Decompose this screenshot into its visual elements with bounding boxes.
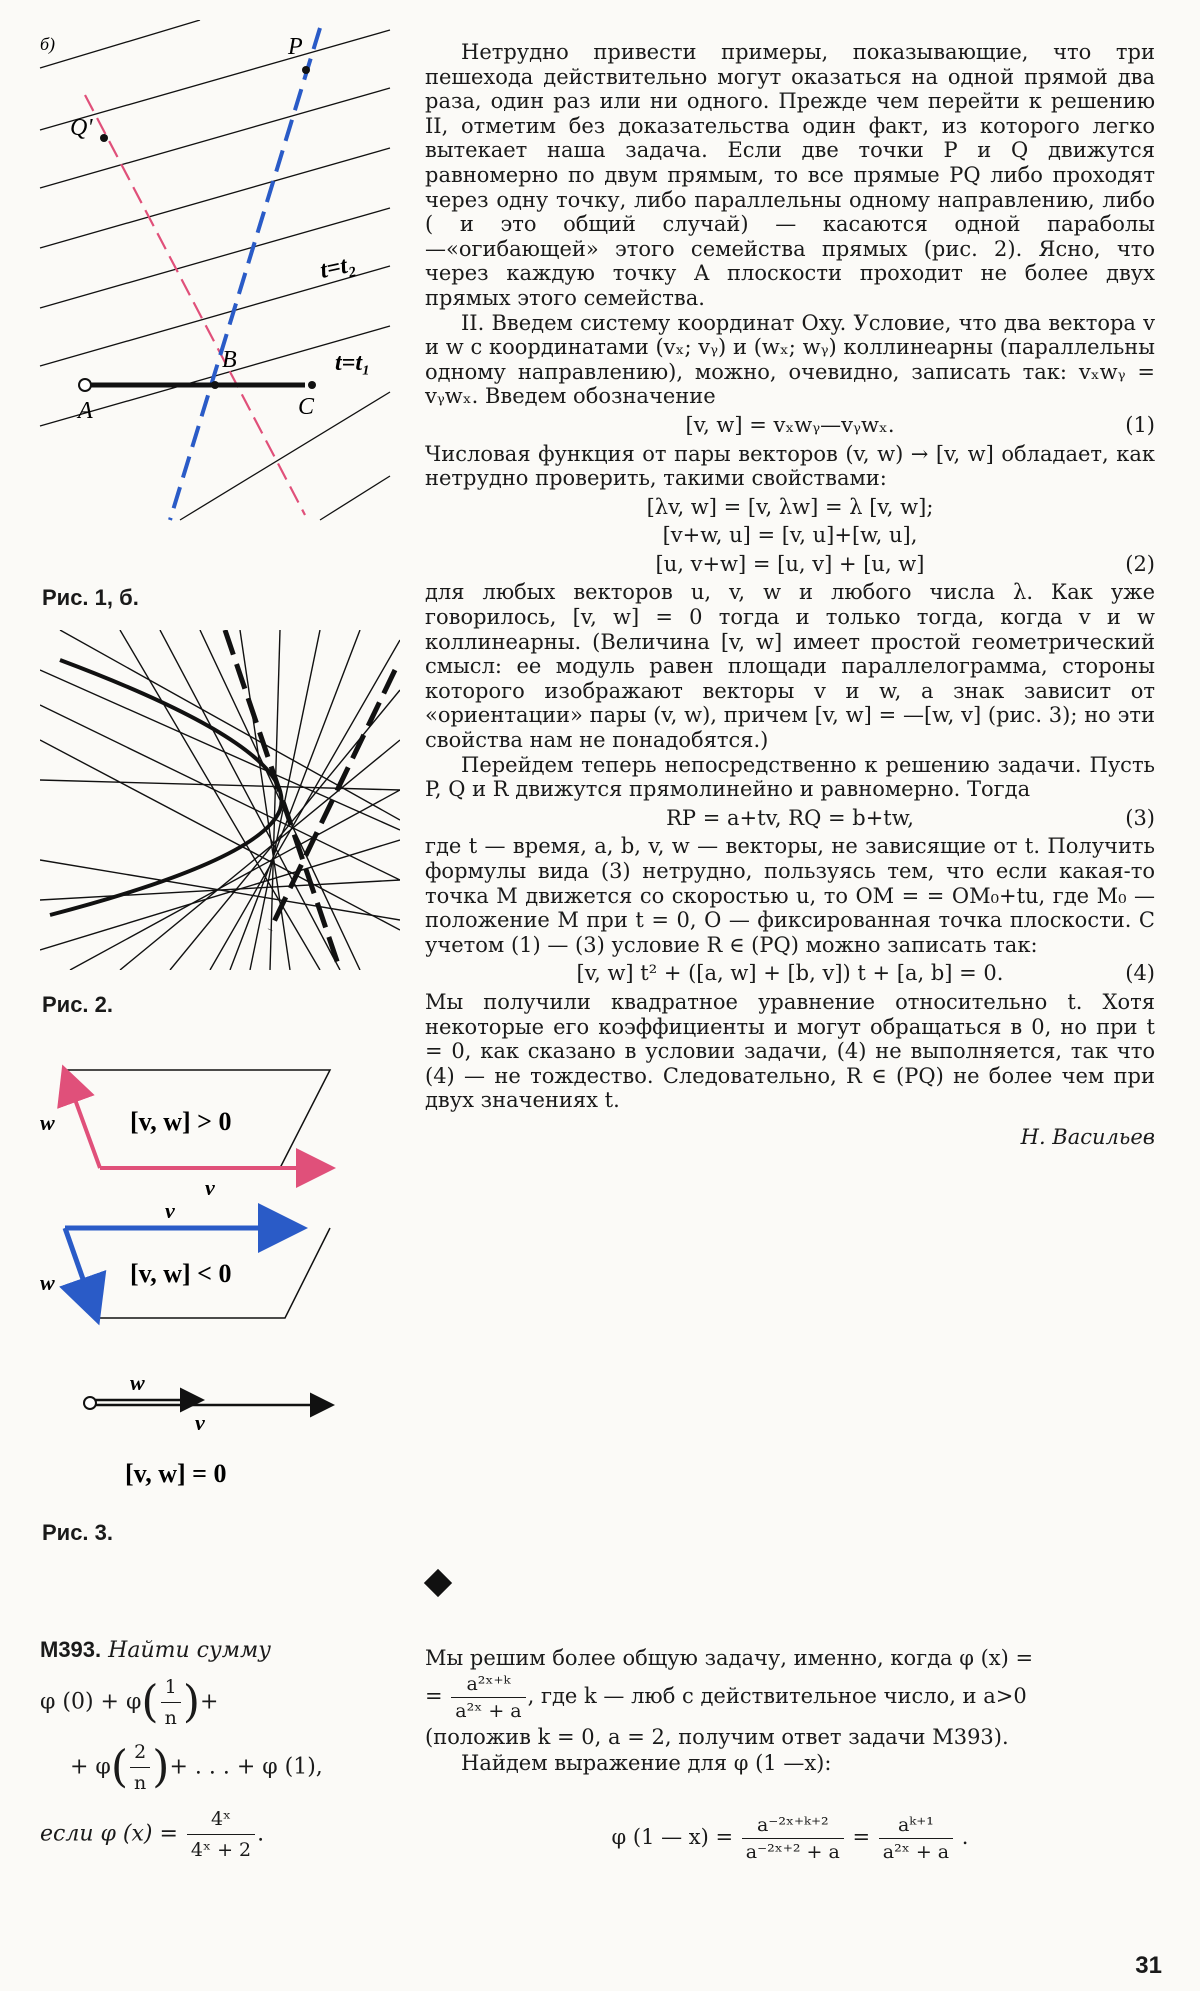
dashed-line-2	[270, 670, 395, 930]
problem-m393: М393. Найти сумму φ (0) + φ( $\frac{1}{n}$ )+ + φ( $\frac{2}{n}$ )+ . . . + φ (1), если φ (x) = $\frac{\text{4ˣ}}{\text{4ˣ + 2}}$ .	[40, 1637, 323, 1861]
section-diamond-icon	[424, 1569, 452, 1597]
figure-1b	[30, 20, 420, 530]
solution-line-4: Найдем выражение для φ (1 —x):	[461, 1751, 832, 1775]
solution-equation: φ (1 — x) = $\frac{\text{a⁻²ˣ⁺ᵏ⁺²}}{\text{a⁻²ˣ⁺² + a}}$ = $\frac{\text{aᵏ⁺¹}}{\text{a²ˣ + a}}$ .	[611, 1814, 969, 1863]
problem-task: Найти сумму	[108, 1638, 271, 1663]
solution-line-2: = $\frac{\text{a²ˣ⁺ᵏ}}{\text{a²ˣ + a}}$ , где k — люб с действительное число, и a>0	[425, 1673, 1027, 1722]
label-w-zero: w	[130, 1370, 145, 1395]
paragraph-6: где t — время, a, b, v, w — векторы, не зависящие от t. Получить формулы вида (3) нетрудно, пользуясь тем, что если какая-то точка M движется со скоростью u, то OM = = OM₀+tu, где M₀ — положение M при t = 0, O — фиксированная точка плоскости. С учетом (1) — (3) условие R ∈ (PQ) можно записать так:	[425, 834, 1155, 957]
figure-2	[40, 630, 400, 970]
equation-1: [v, w] = vₓwᵧ—vᵧwₓ. (1)	[685, 412, 1155, 437]
label-t1: t=t₁	[335, 350, 371, 376]
tangent-lines	[40, 630, 400, 970]
label-zero: [v, w] = 0	[125, 1459, 227, 1488]
label-t2: t=t₂	[317, 251, 358, 284]
solution-line-3: (положив k = 0, a = 2, получим ответ задачи М393).	[425, 1725, 1009, 1749]
equation-3: RP = a+tv, RQ = b+tw, (3)	[666, 805, 1155, 830]
label-v-zero: v	[195, 1410, 205, 1435]
label-pos: [v, w] > 0	[130, 1107, 232, 1136]
blue-dashed-line	[170, 28, 320, 520]
label-v-pos: v	[205, 1175, 215, 1200]
pink-dashed-line	[85, 95, 305, 515]
equation-2c: [u, v+w] = [u, v] + [u, w] (2)	[655, 551, 1155, 576]
main-text	[425, 40, 1155, 1150]
label-neg: [v, w] < 0	[130, 1259, 232, 1288]
paragraph-3: Числовая функция от пары векторов (v, w) → [v, w] обладает, как нетрудно проверить, такими свойствами:	[425, 441, 1155, 491]
page-number: 31	[1135, 1952, 1162, 1979]
figure-3	[30, 1050, 380, 1490]
label-B: B	[222, 347, 237, 373]
figure-3-caption: Рис. 3.	[42, 1520, 114, 1545]
paragraph-5: Перейдем теперь непосредственно к решению задачи. Пусть P, Q и R движутся прямолинейно и равномерно. Тогда	[425, 752, 1155, 802]
label-P: P	[288, 34, 303, 60]
paragraph-1: Нетрудно привести примеры, показывающие, что три пешехода действительно могут оказаться на одной прямой два раза, один раз или ни одного. Прежде чем перейти к решению II, отметим без доказательства один факт, из которого легко вытекает наша задача. Если две точки P и Q движутся равномерно по двум прямым, то все прямые PQ либо проходят через одну точку, либо параллельны одному направлению, либо ( и это общий случай) — касаются одной параболы —«огибающей» этого семейства прямых (рис. 2). Ясно, что через каждую точку A плоскости проходит не более двух прямых этого семейства.	[425, 40, 1155, 310]
label-w-neg: w	[40, 1270, 55, 1295]
label-C: C	[298, 394, 315, 420]
label-Q: Q'	[70, 115, 93, 141]
label-v-neg: v	[165, 1198, 175, 1223]
figure-2-caption: Рис. 2.	[42, 992, 114, 1017]
paragraph-2: II. Введем систему координат Oxy. Условие, что два вектора v и w с координатами (vₓ; vᵧ) и (wₓ; wᵧ) коллинеарны (параллельны одному направлению), можно, очевидно, записать так: vₓwᵧ = vᵧwₓ. Введем обозначение	[425, 310, 1155, 409]
figure-1b-caption: Рис. 1, б.	[42, 585, 139, 610]
paragraph-7: Мы получили квадратное уравнение относительно t. Хотя некоторые его коэффициенты и могут обращаться в 0, но при t = 0, как сказано в условии задачи, (4) не выполняется, так что (4) — не тождество. Следовательно, R ∈ (PQ) не более чем при двух значениях t.	[425, 989, 1155, 1113]
equation-2a: [λv, w] = [v, λw] = λ [v, w];	[646, 494, 934, 519]
equation-4: [v, w] t² + ([a, w] + [b, v]) t + [a, b] = 0. (4)	[576, 961, 1155, 986]
author-signature: Н. Васильев	[1020, 1124, 1155, 1149]
solution-line-1: Мы решим более общую задачу, именно, когда φ (x) =	[425, 1646, 1034, 1670]
panel-label: б)	[40, 34, 56, 54]
equation-2b: [v+w, u] = [v, u]+[w, u],	[662, 523, 918, 548]
paragraph-4: для любых векторов u, v, w и любого числа λ. Как уже говорилось, [v, w] = 0 тогда и только тогда, когда v и w коллинеарны. (Величина [v, w] имеет простой геометрический смысл: ее модуль равен площади параллелограмма, стороны которого изображают векторы v и w, а знак зависит от «ориентации» пары (v, w), причем [v, w] = —[w, v] (рис. 3); но эти свойства нам не понадобятся.)	[425, 580, 1155, 753]
solution-text	[425, 1645, 1155, 1869]
label-w-pos: w	[40, 1110, 55, 1135]
label-A: A	[78, 398, 93, 424]
problem-number: М393.	[40, 1637, 102, 1662]
